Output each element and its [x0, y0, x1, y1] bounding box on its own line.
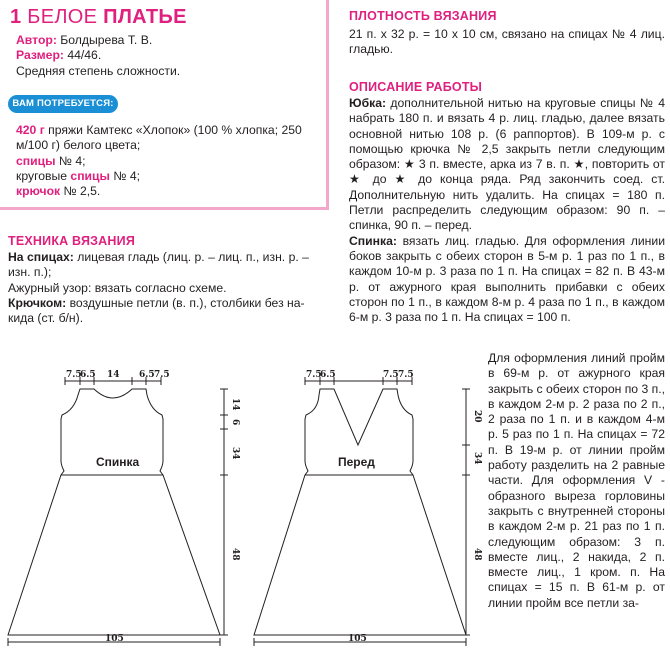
front-dim-side-3: 48	[472, 548, 482, 561]
front-label: Перед	[338, 455, 375, 469]
materials-hook	[16, 184, 322, 199]
difficulty-line: Средняя степень сложности.	[16, 63, 181, 78]
materials-heading-badge: ВАМ ПОТРЕБУЕТСЯ:	[8, 95, 118, 113]
materials-circ-needles	[16, 169, 322, 184]
materials-yarn	[16, 123, 322, 154]
description-continuation: Для оформления линий пройм в 69-м р. от ажурного края закрыть с обеих сторон по 3 п., в каждом 2-м р. 2 раза по 2 п., 2 раза по 1 п. и в каждом 4-м р. 5 раз по 1 п. На спицах = 72 п. В 19-м р. от линии пройм работу разделить на 2 равные части. Для оформления V - образного выреза горловины закрыть с внутренней стороны в каждом 2-м р. 21 раз по 1 п. следующим образом: 3 п. вместе лиц., 2 накида, 2 п. вместе лиц., 1 кром. п. На спицах = 15 п. В 61-м р. от линии пройм все петли за-	[488, 351, 666, 610]
back-dim-bottom: 105	[105, 634, 124, 644]
gauge-heading: ПЛОТНОСТЬ ВЯЗАНИЯ	[349, 9, 497, 23]
knit-text: лицевая гладь (лиц. р. – лиц. п., изн. р. – изн. п.);	[8, 250, 309, 280]
back-dim-top-2: 6.5	[80, 370, 96, 380]
technique-heading: ТЕХНИКА ВЯЗАНИЯ	[8, 234, 136, 248]
back-dim-side-2: 6	[230, 419, 240, 426]
technique-knit	[8, 250, 326, 281]
front-dim-top-1: 7.5	[306, 370, 322, 380]
back-label: Спинка:	[349, 233, 397, 248]
size-value: 44/46.	[63, 48, 102, 63]
author-value: Болдырева Т. В.	[56, 33, 153, 47]
back-dim-top-5: 7.5	[154, 370, 170, 380]
meta-block	[16, 33, 321, 79]
author-label: Автор:	[16, 33, 57, 47]
materials-list	[16, 123, 322, 199]
front-dim-side-1: 20	[472, 410, 482, 423]
yarn-qty: 420 г	[16, 123, 45, 137]
yarn-text: пряжи Камтекс «Хлопок» (100 % хлопка; 250 м/100 г) белого цвета;	[16, 123, 302, 153]
pattern-title	[10, 6, 187, 29]
needles-label: спицы	[16, 153, 56, 168]
size-line	[16, 48, 321, 63]
crochet-text: воздушные петли (в. п.), столбики без на-кида (ст. б/н).	[8, 295, 305, 326]
back-dim-top-4: 6.5	[139, 370, 155, 380]
circ-label: спицы	[70, 168, 110, 183]
front-dim-side-2: 34	[472, 452, 482, 465]
technique-block	[8, 250, 326, 326]
title-word-2: ПЛАТЬЕ	[103, 6, 187, 28]
front-dim-bottom: 105	[348, 634, 367, 644]
skirt-paragraph	[349, 96, 665, 234]
back-dim-side-4: 48	[230, 548, 240, 561]
skirt-label: Юбка:	[349, 96, 387, 110]
back-schematic	[8, 377, 228, 646]
pink-divider-horizontal	[0, 207, 329, 210]
front-dim-top-2: 6.5	[320, 370, 336, 380]
back-paragraph	[349, 234, 665, 326]
back-dim-top-3: 14	[107, 370, 120, 380]
materials-needles	[16, 154, 322, 169]
back-dim-side-3: 34	[230, 447, 240, 460]
back-dim-side-1: 14	[230, 398, 240, 411]
description-heading: ОПИСАНИЕ РАБОТЫ	[349, 80, 483, 94]
title-number: 1	[10, 6, 22, 28]
technique-crochet	[8, 296, 326, 327]
technique-lace: Ажурный узор: вязать согласно схеме.	[8, 280, 227, 295]
circ-value: № 4;	[109, 168, 140, 183]
gauge-text: 21 п. х 32 р. = 10 х 10 см, связано на спицах № 4 лиц. гладью.	[349, 27, 665, 57]
front-dim-top-4: 7.5	[398, 370, 414, 380]
knit-label: На спицах:	[8, 250, 74, 264]
pink-divider-vertical	[326, 0, 329, 207]
schematic-diagrams	[0, 355, 485, 649]
back-dim-top-1: 7.5	[66, 370, 82, 380]
front-schematic	[254, 377, 470, 646]
hook-value: № 2,5.	[60, 184, 101, 199]
front-dim-top-3: 7.5	[383, 370, 399, 380]
title-word-1: БЕЛОЕ	[27, 6, 98, 28]
circ-prefix: круговые	[16, 168, 71, 183]
author-line	[16, 33, 321, 48]
skirt-text: дополнительной нитью на круговые спицы № 4 набрать 180 п. и вязать 4 р. лиц. гладью, далее вязать основной нитью 108 р. (6 раппортов). В 109-м р. с помощью крючка № 2,5 закрыть петли следующим образом: ★ 3 п. вместе, арка из 7 в. п. ★, повторить от ★ до ★ до конца ряда. Ряд закончить соед. ст. Дополнительную нить удалить. На спицах = 180 п. Петли распределить следующим образом: 90 п. – спинка, 90 п. – перед.	[349, 96, 665, 233]
hook-label: крючок	[16, 184, 61, 199]
description-block	[349, 96, 665, 325]
needles-value: № 4;	[55, 153, 86, 168]
size-label: Размер:	[16, 48, 64, 63]
back-label: Спинка	[96, 455, 140, 469]
back-text: вязать лиц. гладью. Для оформления линии боков закрыть с обеих сторон в 5-м р. 1 раз по 1 п., в каждом 10-м р. 3 раза по 1 п. На спицах = 82 п. В 43-м р. от ажурного края выполнить прибавки с обеих сторон по 1 п., в каждом 8-м р. 4 раза по 1 п., в каждом 6-м р. 3 раза по 1 п. На спицах = 100 п.	[349, 233, 665, 325]
crochet-label: Крючком:	[8, 295, 67, 310]
